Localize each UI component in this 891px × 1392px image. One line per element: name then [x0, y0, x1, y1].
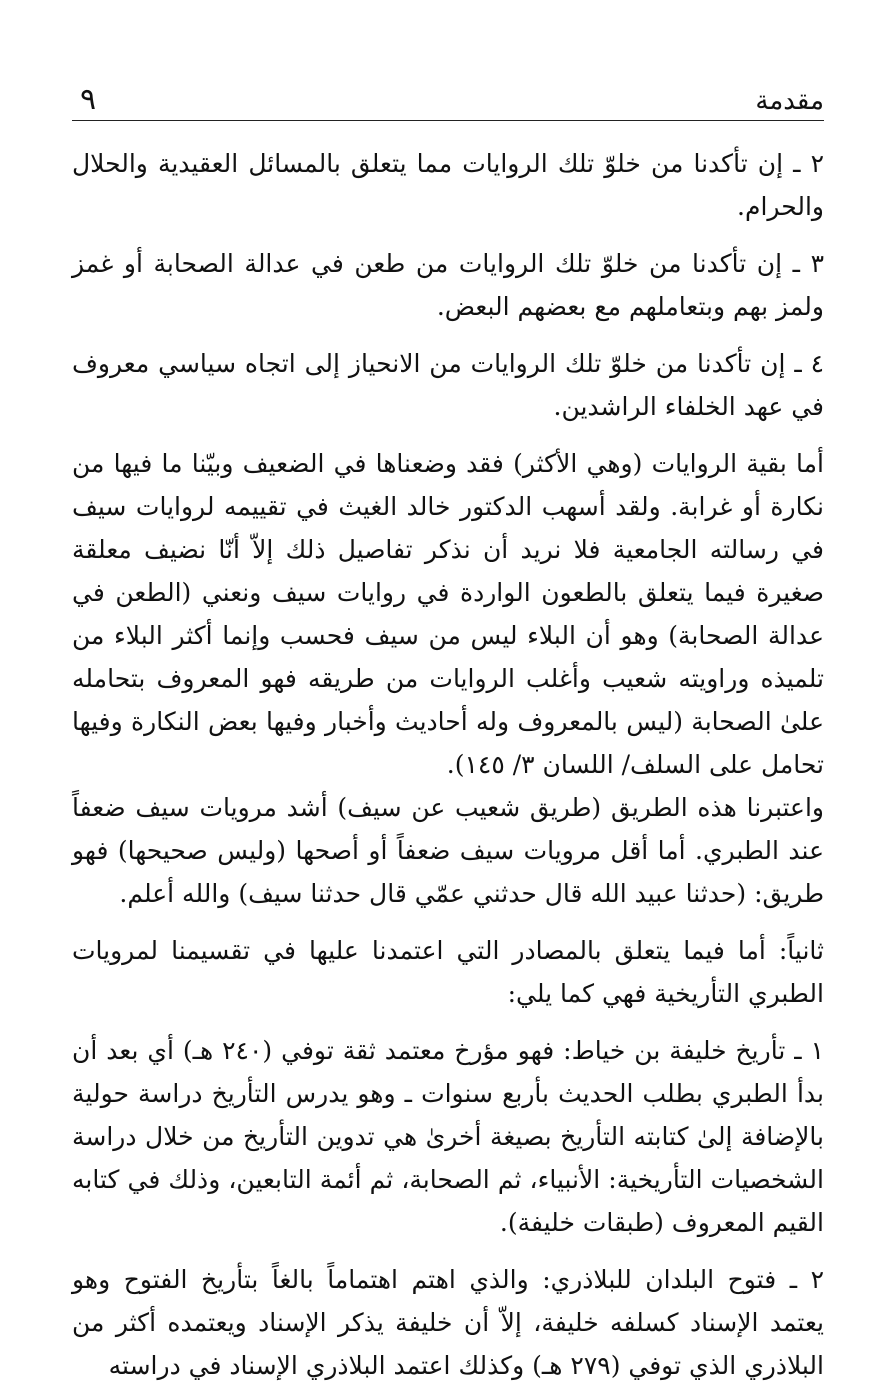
paragraph-shuayb-path: واعتبرنا هذه الطريق (طريق شعيب عن سيف) أشد مرويات سيف ضعفاً عند الطبري. أما أقل مرويات سيف ضعفاً أو أصحها (وليس صحيحها) فهو طريق: (حدثنا عبيد الله قال حدثني عمّي قال حدثنا سيف) والله أعلم. [72, 793, 824, 908]
page-body [72, 142, 824, 1387]
paragraph-secondly: ثانياً: أما فيما يتعلق بالمصادر التي اعتمدنا عليها في تقسيمنا لمرويات الطبري التأريخية فهي كما يلي: [72, 936, 824, 1008]
header-divider [72, 120, 824, 121]
book-page [72, 0, 824, 1392]
page-header [72, 80, 824, 120]
paragraph-point-3: ٣ ـ إن تأكدنا من خلوّ تلك الروايات من طعن في عدالة الصحابة أو غمز ولمز بهم وبتعاملهم مع بعضهم البعض. [72, 249, 824, 321]
paragraph-source-1: ١ ـ تأريخ خليفة بن خياط: فهو مؤرخ معتمد ثقة توفي (٢٤٠ هـ) أي بعد أن بدأ الطبري بطلب الحديث بأربع سنوات ـ وهو يدرس التأريخ دراسة حولية بالإضافة إلىٰ كتابته التأريخ بصيغة أخرىٰ هي تدوين التأريخ من خلال دراسة الشخصيات التأريخية: الأنبياء، ثم الصحابة، ثم أئمة التابعين، وذلك في كتابه القيم المعروف (طبقات خليفة). [72, 1036, 824, 1237]
running-title: مقدمة [755, 86, 824, 116]
paragraph-source-2: ٢ ـ فتوح البلدان للبلاذري: والذي اهتم اهتماماً بالغاً بتأريخ الفتوح وهو يعتمد الإسناد كسلفه خليفة، إلاّ أن خليفة يذكر الإسناد ويعتمده أكثر من البلاذري الذي توفي (٢٧٩ هـ) وكذلك اعتمد البلاذري الإسناد في دراسته [72, 1265, 824, 1380]
paragraph-remaining-narrations: أما بقية الروايات (وهي الأكثر) فقد وضعناها في الضعيف وبيّنا ما فيها من نكارة أو غرابة. ولقد أسهب الدكتور خالد الغيث في تقييمه لروايات سيف في رسالته الجامعية فلا نريد أن نذكر تفاصيل ذلك إلاّ أنّا نضيف معلقة صغيرة فيما يتعلق بالطعون الواردة في روايات سيف ونعني (الطعن في عدالة الصحابة) وهو أن البلاء ليس من سيف فحسب وإنما أكثر البلاء من تلميذه وراويته شعيب وأغلب الروايات من طريقه فهو المعروف بتحامله علىٰ الصحابة (ليس بالمعروف وله أحاديث وأخبار وفيها بعض النكارة وفيها تحامل على السلف/ اللسان ٣/ ١٤٥). [72, 449, 824, 779]
page-number: ٩ [80, 82, 97, 117]
paragraph-point-4: ٤ ـ إن تأكدنا من خلوّ تلك الروايات من الانحياز إلى اتجاه سياسي معروف في عهد الخلفاء الراشدين. [72, 349, 824, 421]
paragraph-point-2: ٢ ـ إن تأكدنا من خلوّ تلك الروايات مما يتعلق بالمسائل العقيدية والحلال والحرام. [72, 149, 824, 221]
